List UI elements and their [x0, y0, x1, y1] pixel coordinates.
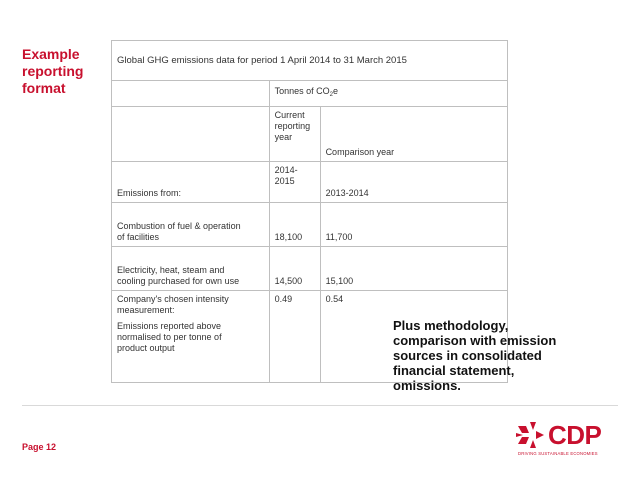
cdp-mark-icon: [516, 420, 546, 450]
note-line: omissions.: [393, 378, 461, 393]
intensity-note-line: Emissions reported above: [117, 321, 222, 331]
comparison-year-header: Comparison year: [320, 107, 507, 162]
unit-prefix: Tonnes of CO: [274, 86, 330, 96]
methodology-note: [393, 318, 608, 393]
note-line: financial statement,: [393, 363, 515, 378]
row-current-value: 14,500: [269, 247, 320, 291]
table-cell: [112, 107, 270, 162]
row-label-line: cooling purchased for own use: [117, 276, 240, 286]
row-label-line: Electricity, heat, steam and: [117, 265, 225, 275]
intensity-comparison-value: 0.54: [320, 291, 507, 383]
intensity-label-line: Company's chosen intensity: [117, 294, 229, 304]
cdp-logo: [516, 420, 620, 462]
intensity-label-line: measurement:: [117, 305, 175, 315]
unit-header: [269, 81, 507, 107]
footer-divider: [22, 405, 618, 406]
note-line: Plus methodology,: [393, 318, 509, 333]
row-label: [112, 247, 270, 291]
note-line: comparison with emission: [393, 333, 557, 348]
current-period: [269, 162, 320, 203]
logo-text: CDP: [548, 420, 602, 450]
table-row: [112, 162, 508, 203]
emissions-from-label: Emissions from:: [112, 162, 270, 203]
row-current-value: 18,100: [269, 203, 320, 247]
heading-line-2: reporting: [22, 63, 84, 79]
table-row: [112, 81, 508, 107]
current-period-line: 2014-: [274, 165, 298, 175]
comparison-period: 2013-2014: [320, 162, 507, 203]
intensity-note-line: normalised to per tonne of: [117, 332, 222, 342]
row-comparison-value: 15,100: [320, 247, 507, 291]
row-label-line: Combustion of fuel & operation: [117, 221, 241, 231]
table-row: [112, 41, 508, 81]
page-number: Page 12: [22, 442, 57, 452]
table-cell: [112, 81, 270, 107]
row-comparison-value: 11,700: [320, 203, 507, 247]
heading-line-3: format: [22, 80, 66, 96]
table-row: [112, 247, 508, 291]
table-row: [112, 107, 508, 162]
current-header-line: Current: [274, 110, 305, 120]
row-label: [112, 203, 270, 247]
intensity-current-value: 0.49: [269, 291, 320, 383]
unit-sub: 2: [329, 92, 333, 98]
table-title: Global GHG emissions data for period 1 April 2014 to 31 March 2015: [112, 41, 508, 81]
row-label-line: of facilities: [117, 232, 160, 242]
section-heading: [22, 46, 102, 97]
intensity-note-line: product output: [117, 343, 175, 353]
table-row: [112, 203, 508, 247]
logo-tagline: DRIVING SUSTAINABLE ECONOMIES: [518, 451, 598, 456]
current-header-line: reporting: [274, 121, 311, 131]
current-header-line: year: [274, 132, 293, 142]
intensity-label: [112, 291, 270, 383]
current-year-header: [269, 107, 320, 162]
current-period-line: 2015: [274, 176, 295, 186]
note-line: sources in consolidated: [393, 348, 542, 363]
heading-line-1: Example: [22, 46, 80, 62]
unit-suffix: e: [332, 86, 338, 96]
